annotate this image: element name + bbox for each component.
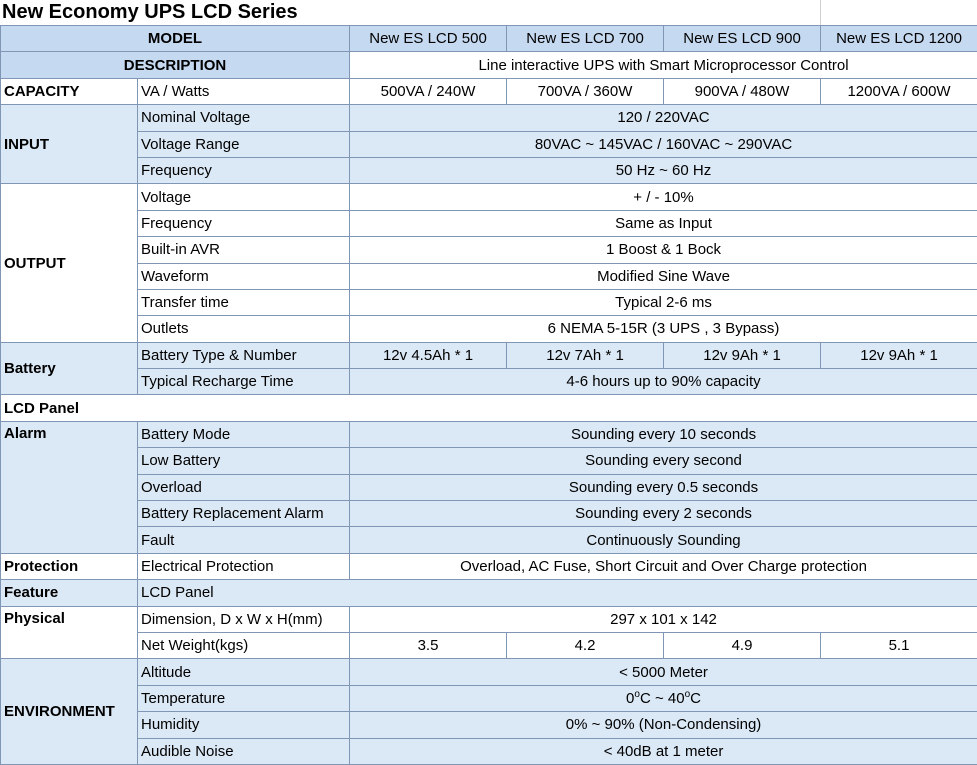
physical-group: Physical — [1, 606, 138, 659]
output-group: OUTPUT — [1, 184, 138, 342]
recharge-value: 4-6 hours up to 90% capacity — [350, 369, 977, 395]
alarm-label: Low Battery — [138, 448, 350, 474]
protection-group: Protection — [1, 553, 138, 579]
output-value: + / - 10% — [350, 184, 977, 210]
humidity-label: Humidity — [138, 712, 350, 738]
model-label: MODEL — [1, 26, 350, 52]
output-row — [1, 263, 977, 289]
temp-mid: C ~ 40 — [639, 690, 685, 708]
recharge-label: Typical Recharge Time — [138, 369, 350, 395]
lcd-panel-row — [1, 395, 977, 421]
capacity-value-4: 1200VA / 600W — [821, 78, 977, 104]
alarm-label: Battery Mode — [138, 421, 350, 447]
noise-label: Audible Noise — [138, 738, 350, 764]
weight-value-3: 4.9 — [664, 632, 821, 658]
battery-row — [1, 342, 977, 368]
model-3: New ES LCD 900 — [664, 26, 821, 52]
output-label: Voltage — [138, 184, 350, 210]
environment-row — [1, 712, 977, 738]
capacity-value-2: 700VA / 360W — [507, 78, 664, 104]
output-row — [1, 210, 977, 236]
alarm-label: Battery Replacement Alarm — [138, 501, 350, 527]
lcd-panel-group: LCD Panel — [1, 395, 977, 421]
temperature-value — [350, 685, 977, 711]
output-label: Transfer time — [138, 289, 350, 315]
physical-row — [1, 606, 977, 632]
degree-sign: o — [634, 689, 640, 701]
model-row — [1, 26, 977, 52]
battery-type-2: 12v 7Ah * 1 — [507, 342, 664, 368]
temp-low: 0 — [626, 690, 635, 708]
input-label: Voltage Range — [138, 131, 350, 157]
protection-value: Overload, AC Fuse, Short Circuit and Over Charge protection — [350, 553, 977, 579]
alarm-row — [1, 474, 977, 500]
capacity-row — [1, 78, 977, 104]
input-group: INPUT — [1, 105, 138, 184]
output-value: Same as Input — [350, 210, 977, 236]
alarm-row — [1, 421, 977, 447]
input-value: 50 Hz ~ 60 Hz — [350, 157, 977, 183]
alarm-row — [1, 527, 977, 553]
description-row — [1, 52, 977, 78]
altitude-value: < 5000 Meter — [350, 659, 977, 685]
output-row — [1, 289, 977, 315]
description-label: DESCRIPTION — [1, 52, 350, 78]
alarm-value: Sounding every second — [350, 448, 977, 474]
output-label: Built-in AVR — [138, 237, 350, 263]
protection-row — [1, 553, 977, 579]
alarm-row — [1, 448, 977, 474]
input-row — [1, 131, 977, 157]
battery-group: Battery — [1, 342, 138, 395]
alarm-group: Alarm — [1, 421, 138, 553]
input-value: 80VAC ~ 145VAC / 160VAC ~ 290VAC — [350, 131, 977, 157]
battery-type-4: 12v 9Ah * 1 — [821, 342, 977, 368]
capacity-value-3: 900VA / 480W — [664, 78, 821, 104]
environment-row — [1, 738, 977, 764]
feature-label: LCD Panel — [138, 580, 977, 606]
degree-sign: o — [684, 689, 691, 701]
input-label: Frequency — [138, 157, 350, 183]
battery-type-1: 12v 4.5Ah * 1 — [350, 342, 507, 368]
physical-row — [1, 632, 977, 658]
model-2: New ES LCD 700 — [507, 26, 664, 52]
description-value: Line interactive UPS with Smart Microprocessor Control — [350, 52, 977, 78]
output-value: 6 NEMA 5-15R (3 UPS , 3 Bypass) — [350, 316, 977, 342]
model-1: New ES LCD 500 — [350, 26, 507, 52]
weight-value-4: 5.1 — [821, 632, 977, 658]
output-value: Modified Sine Wave — [350, 263, 977, 289]
alarm-label: Fault — [138, 527, 350, 553]
output-label: Outlets — [138, 316, 350, 342]
output-row — [1, 237, 977, 263]
battery-row — [1, 369, 977, 395]
input-row — [1, 105, 977, 131]
capacity-value-1: 500VA / 240W — [350, 78, 507, 104]
weight-label: Net Weight(kgs) — [138, 632, 350, 658]
environment-row — [1, 685, 977, 711]
capacity-group: CAPACITY — [1, 78, 138, 104]
dimension-value: 297 x 101 x 142 — [350, 606, 977, 632]
battery-type-label: Battery Type & Number — [138, 342, 350, 368]
weight-value-2: 4.2 — [507, 632, 664, 658]
noise-value: < 40dB at 1 meter — [350, 738, 977, 764]
weight-value-1: 3.5 — [350, 632, 507, 658]
feature-row — [1, 580, 977, 606]
output-value: Typical 2-6 ms — [350, 289, 977, 315]
alarm-value: Sounding every 2 seconds — [350, 501, 977, 527]
environment-row — [1, 659, 977, 685]
temperature-label: Temperature — [138, 685, 350, 711]
feature-group: Feature — [1, 580, 138, 606]
protection-label: Electrical Protection — [138, 553, 350, 579]
alarm-value: Continuously Sounding — [350, 527, 977, 553]
output-value: 1 Boost & 1 Bock — [350, 237, 977, 263]
input-value: 120 / 220VAC — [350, 105, 977, 131]
input-row — [1, 157, 977, 183]
input-label: Nominal Voltage — [138, 105, 350, 131]
page-title: New Economy UPS LCD Series — [2, 1, 298, 23]
alarm-row — [1, 501, 977, 527]
title-gridline — [820, 0, 821, 25]
temp-end: C — [690, 690, 701, 708]
output-row — [1, 184, 977, 210]
output-label: Frequency — [138, 210, 350, 236]
battery-type-3: 12v 9Ah * 1 — [664, 342, 821, 368]
alarm-value: Sounding every 0.5 seconds — [350, 474, 977, 500]
model-4: New ES LCD 1200 — [821, 26, 977, 52]
humidity-value: 0% ~ 90% (Non-Condensing) — [350, 712, 977, 738]
alarm-value: Sounding every 10 seconds — [350, 421, 977, 447]
altitude-label: Altitude — [138, 659, 350, 685]
output-label: Waveform — [138, 263, 350, 289]
capacity-label: VA / Watts — [138, 78, 350, 104]
environment-group: ENVIRONMENT — [1, 659, 138, 765]
alarm-label: Overload — [138, 474, 350, 500]
spec-table — [0, 25, 977, 765]
dimension-label: Dimension, D x W x H(mm) — [138, 606, 350, 632]
output-row — [1, 316, 977, 342]
